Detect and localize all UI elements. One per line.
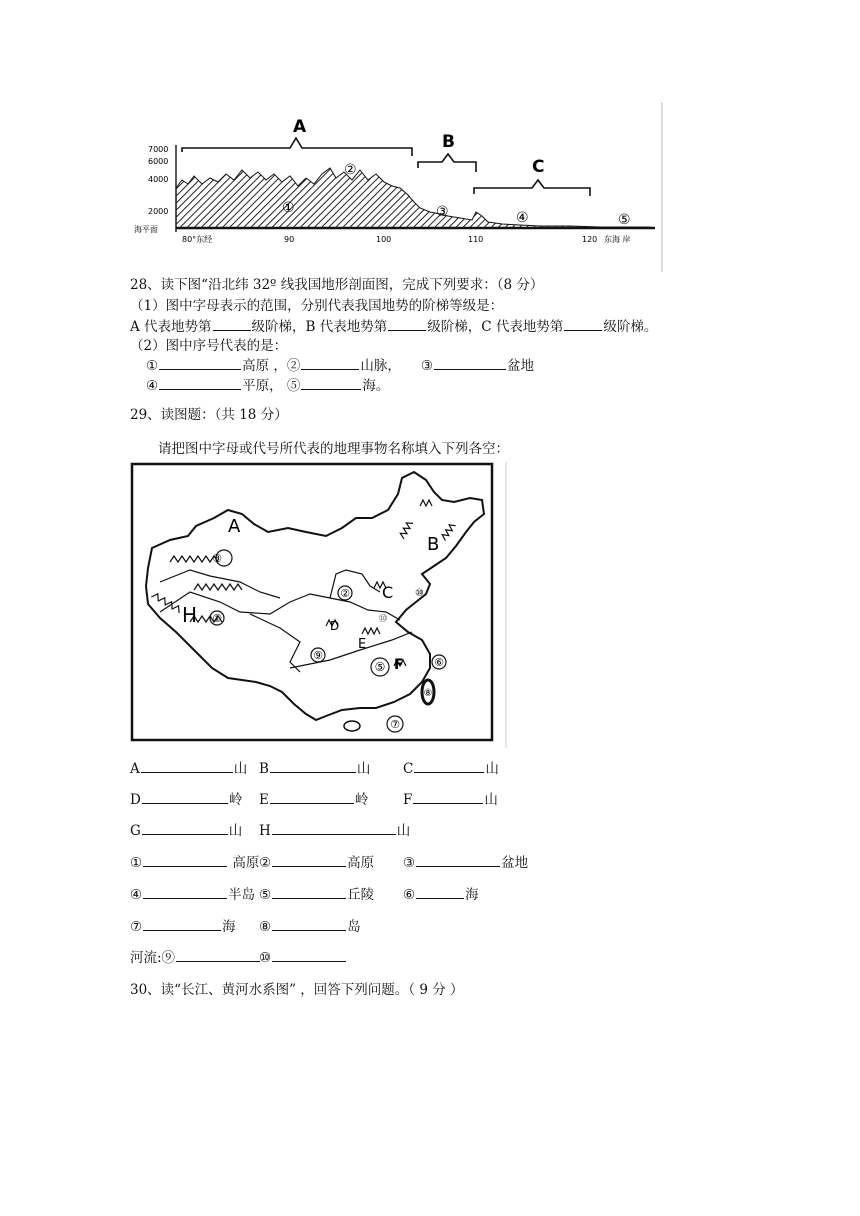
china-map-svg (130, 462, 510, 748)
sea-label: 东海 岸 (604, 235, 631, 244)
q28-text: 盆地 (507, 358, 535, 374)
answer-blank[interactable] (388, 317, 426, 331)
map-label-n3: ③ (212, 552, 222, 565)
answer-blank[interactable] (272, 853, 346, 867)
x-tick-label: 100 (376, 235, 392, 244)
q29-answer-suffix: 岭 (354, 792, 369, 808)
answer-blank[interactable] (159, 376, 241, 390)
answer-blank[interactable] (159, 356, 241, 370)
label-a: A (293, 117, 307, 137)
q28-text: 级阶梯，C 代表地势第 (427, 319, 564, 335)
q28-text: A 代表地势第 (130, 319, 212, 335)
answer-blank[interactable] (213, 317, 251, 331)
map-label-n7: ⑦ (390, 718, 400, 731)
brace-b (418, 154, 476, 172)
answer-blank[interactable] (176, 948, 260, 962)
label-n1: ① (282, 200, 295, 216)
label-n2: ② (344, 162, 357, 178)
china-sketch-map (130, 462, 510, 748)
map-label-e: E (358, 637, 367, 652)
q29-answer-suffix: 山 (484, 792, 498, 808)
q29-answer-item (259, 759, 370, 778)
q28-title: 28、读下图“沿北纬 32º 线我国地形剖面图，完成下列要求：（8 分） (130, 277, 544, 293)
answer-blank[interactable] (143, 917, 221, 931)
answer-blank[interactable] (272, 948, 346, 962)
q29-answer-prefix: ① (130, 855, 143, 871)
terrain-profile-figure (130, 100, 670, 272)
q29-answer-prefix: ⑤ (259, 887, 272, 903)
q29-answer-suffix: 山 (485, 761, 499, 777)
answer-blank[interactable] (272, 885, 346, 899)
map-label-n10: ⑩ (378, 612, 388, 625)
q29-answer-item (130, 790, 242, 809)
q29-answer-item (403, 759, 499, 778)
brace-a (182, 138, 412, 156)
q29-answer-item (130, 948, 261, 967)
terrain-profile-shape (176, 168, 650, 228)
q28-line-features-2 (146, 376, 389, 395)
q29-answer-prefix: F (403, 792, 413, 808)
answer-blank[interactable] (141, 759, 233, 773)
q29-answer-item (259, 917, 361, 936)
q29-answer-item (403, 853, 528, 872)
q29-answer-suffix: 山 (356, 761, 371, 777)
q29-answer-prefix: 河流:⑨ (130, 950, 176, 966)
map-label-n6: ⑥ (434, 656, 444, 669)
map-label-b: B (427, 534, 440, 555)
q28-line-features-1 (146, 356, 534, 375)
q28-text: 平原， ⑤ (242, 378, 301, 394)
map-label-n9: ⑨ (313, 649, 323, 662)
q28-part2: （2）图中序号代表的是： (130, 338, 288, 354)
q29-answer-item (259, 885, 374, 904)
answer-blank[interactable] (301, 376, 361, 390)
q29-answer-item (130, 853, 259, 872)
q29-answer-prefix: C (403, 761, 414, 777)
q29-answer-prefix: ⑧ (259, 919, 272, 935)
map-frame (132, 464, 492, 740)
q29-answer-prefix: ③ (403, 855, 416, 871)
q29-answer-item (259, 790, 368, 809)
q29-answer-suffix: 盆地 (501, 855, 529, 871)
y-tick-label: 6000 (148, 157, 169, 166)
answer-blank[interactable] (272, 917, 346, 931)
map-label-n10-coast: ⑩ (415, 588, 424, 599)
answer-blank[interactable] (416, 885, 464, 899)
map-label-a: A (228, 516, 241, 537)
x-tick-label: 110 (468, 235, 484, 244)
q29-answer-item (259, 821, 410, 840)
q28-text: 级阶梯。 (603, 319, 658, 335)
q29-answer-prefix: ⑥ (403, 887, 416, 903)
q29-answer-prefix: G (130, 823, 141, 839)
answer-blank[interactable] (413, 790, 483, 804)
answer-blank[interactable] (272, 821, 396, 835)
q29-answer-item (130, 759, 247, 778)
map-label-c: C (382, 583, 394, 602)
q29-answer-prefix: H (259, 823, 271, 839)
answer-blank[interactable] (301, 356, 359, 370)
q29-answer-suffix: 海 (465, 887, 479, 903)
q29-answer-suffix: 山 (396, 823, 411, 839)
q29-answer-suffix: 高原 (228, 855, 260, 871)
answer-blank[interactable] (142, 790, 228, 804)
q28-text: ① (146, 358, 159, 374)
q29-answer-suffix: 半岛 (228, 887, 256, 903)
map-label-d: D (330, 619, 340, 633)
label-n3: ③ (436, 204, 449, 220)
q29-answer-item (130, 885, 255, 904)
map-label-n2: ② (340, 587, 350, 600)
map-label-h: H (182, 603, 198, 627)
q29-answer-item (403, 885, 479, 904)
q29-answer-suffix: 海 (222, 919, 236, 935)
label-n5: ⑤ (618, 212, 631, 228)
q29-title: 29、读图题：（共 18 分） (130, 407, 288, 423)
q29-answer-item (130, 917, 236, 936)
answer-blank[interactable] (434, 356, 506, 370)
q29-answer-item (403, 790, 498, 809)
label-b: B (442, 132, 455, 152)
q29-answer-prefix: E (259, 792, 269, 808)
answer-blank[interactable] (270, 759, 356, 773)
q29-answer-prefix: ⑩ (259, 950, 272, 966)
map-label-n1: ① (212, 612, 222, 625)
q29-answer-prefix: ④ (130, 887, 143, 903)
map-label-n8: ⑧ (423, 688, 433, 699)
map-label-n5: ⑤ (374, 660, 386, 674)
q28-text: 山脉， (360, 358, 401, 374)
y-tick-label: 2000 (148, 207, 169, 216)
x-tick-label: 120 (582, 235, 598, 244)
y-tick-label: 7000 (148, 145, 169, 154)
q29-answer-suffix: 丘陵 (347, 887, 375, 903)
q29-answer-prefix: B (259, 761, 269, 777)
q29-answer-prefix: D (130, 792, 141, 808)
q29-answer-suffix: 山 (228, 823, 243, 839)
answer-blank[interactable] (143, 853, 227, 867)
q29-answer-item (259, 948, 347, 967)
q28-text: 级阶梯，B 代表地势第 (251, 319, 388, 335)
answer-blank[interactable] (143, 885, 227, 899)
q29-answer-prefix: ⑦ (130, 919, 143, 935)
answer-blank[interactable] (414, 759, 484, 773)
label-n4: ④ (516, 210, 529, 226)
q28-text: ④ (146, 378, 159, 394)
brace-c (474, 180, 590, 196)
q28-text: 海。 (362, 378, 390, 394)
answer-blank[interactable] (142, 821, 228, 835)
q30-title: 30、读“长江、黄河水系图” ，回答下列问题。（ 9 分 ） (130, 982, 464, 998)
q29-answer-item (259, 853, 374, 872)
q28-line-steps (130, 317, 657, 336)
answer-blank[interactable] (416, 853, 500, 867)
q29-answer-suffix: 高原 (347, 855, 375, 871)
x-tick-label: 90 (284, 235, 295, 244)
q29-answer-suffix: 山 (233, 761, 248, 777)
q28-text: ③ (420, 358, 434, 374)
q29-instruction: 请把图中字母或代号所代表的地理事物名称填入下列各空： (158, 441, 509, 457)
answer-blank[interactable] (270, 790, 354, 804)
q29-answer-suffix: 岛 (347, 919, 361, 935)
q29-answer-suffix: 岭 (228, 792, 243, 808)
y-tick-label: 4000 (148, 175, 169, 184)
q29-answer-prefix: ② (259, 855, 272, 871)
y-tick-label: 海平面 (134, 225, 158, 234)
x-tick-label: 80°东经 (182, 235, 213, 244)
q29-answer-item (130, 821, 242, 840)
q28-part1: （1）图中字母表示的范围，分别代表我国地势的阶梯等级是： (130, 298, 504, 314)
q28-text: 高原 ，② (242, 358, 301, 374)
label-c: C (532, 157, 545, 177)
q29-answer-prefix: A (130, 761, 140, 777)
answer-blank[interactable] (564, 317, 602, 331)
map-label-f: F (394, 657, 404, 673)
terrain-profile-svg (130, 100, 670, 272)
